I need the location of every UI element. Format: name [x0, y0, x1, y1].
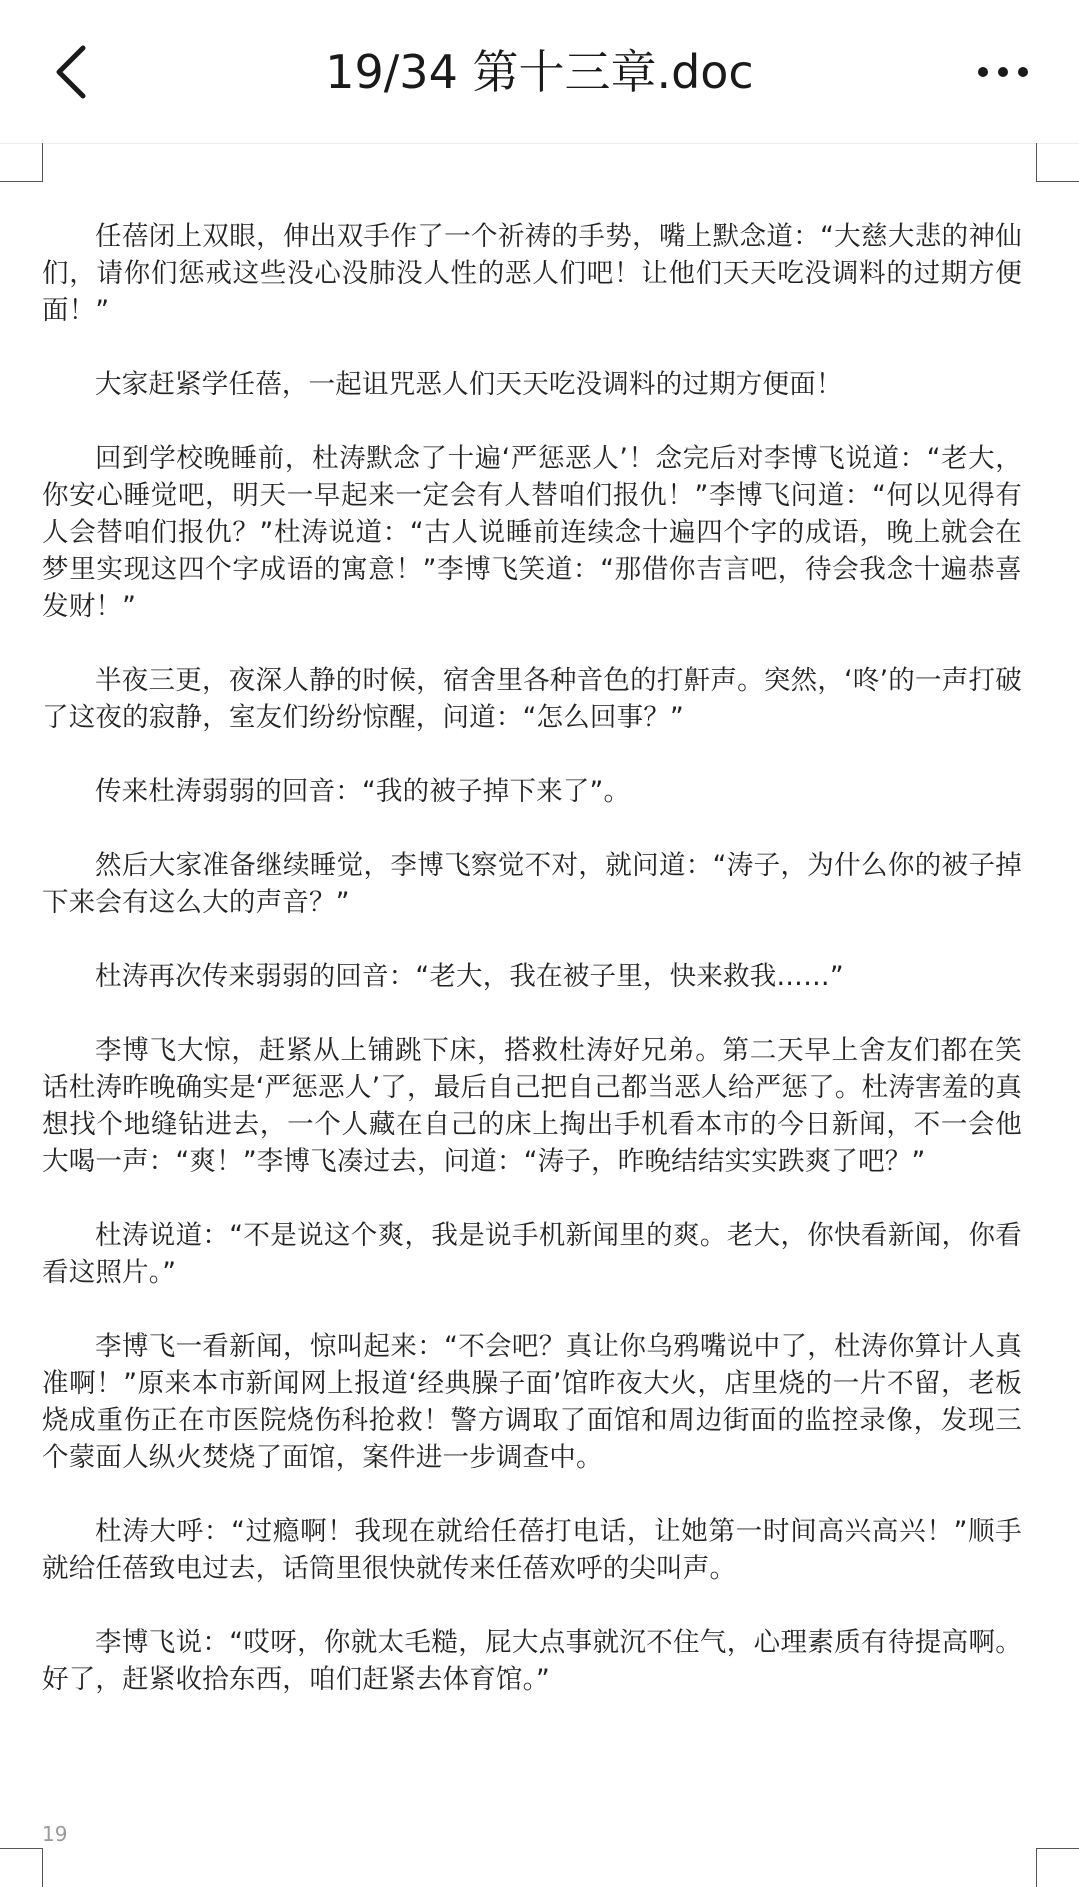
page-corner-mark-bottom-left [0, 1848, 43, 1887]
paragraph: 杜涛再次传来弱弱的回音：“老大，我在被子里，快来救我……” [95, 961, 844, 992]
page-corner-mark-bottom-right [1036, 1848, 1079, 1887]
paragraph: 杜涛说道：“不是说这个爽，我是说手机新闻里的爽。老大，你快看新闻，你看看这照片。” [42, 1220, 1022, 1288]
paragraph: 李博飞说：“哎呀，你就太毛糙，屁大点事就沉不住气，心理素质有待提高啊。好了，赶紧收拾东西，咱们赶紧去体育馆。” [42, 1627, 1022, 1695]
document-title: 19/34 第十三章.doc [325, 45, 754, 99]
more-horizontal-icon-dot [998, 67, 1008, 77]
chevron-left-icon [53, 44, 87, 100]
paragraph: 李博飞大惊，赶紧从上铺跳下床，搭救杜涛好兄弟。第二天早上舍友们都在笑话杜涛昨晚确实是‘严惩恶人’了，最后自己把自己都当恶人给严惩了。杜涛害羞的真想找个地缝钻进去，一个人藏在自己的床上掏出手机看本市的今日新闻，不一会他大喝一声：“爽！”李博飞凑过去，问道：“涛子，昨晚结结实实跌爽了吧？” [42, 1035, 1022, 1177]
document-body [42, 218, 1022, 1735]
paragraph: 传来杜涛弱弱的回音：“我的被子掉下来了”。 [95, 776, 631, 807]
more-options-button[interactable] [963, 40, 1043, 104]
paragraph: 任蓓闭上双眼，伸出双手作了一个祈祷的手势，嘴上默念道：“大慈大悲的神仙们，请你们惩戒这些没心没肺没人性的恶人们吧！让他们天天吃没调料的过期方便面！” [42, 221, 1022, 326]
back-button[interactable] [40, 40, 100, 104]
top-bar [0, 0, 1079, 144]
page-corner-mark-top-right [1036, 143, 1079, 182]
paragraph: 李博飞一看新闻，惊叫起来：“不会吧？真让你乌鸦嘴说中了，杜涛你算计人真准啊！”原来本市新闻网上报道‘经典臊子面’馆昨夜大火，店里烧的一片不留，老板烧成重伤正在市医院烧伤科抢救！警方调取了面馆和周边街面的监控录像，发现三个蒙面人纵火焚烧了面馆，案件进一步调查中。 [42, 1331, 1022, 1473]
paragraph: 然后大家准备继续睡觉，李博飞察觉不对，就问道：“涛子，为什么你的被子掉下来会有这么大的声音？” [42, 850, 1022, 918]
paragraph: 杜涛大呼：“过瘾啊！我现在就给任蓓打电话，让她第一时间高兴高兴！”顺手就给任蓓致电过去，话筒里很快就传来任蓓欢呼的尖叫声。 [42, 1516, 1022, 1584]
page-number: 19 [42, 1822, 68, 1846]
paragraph: 回到学校晚睡前，杜涛默念了十遍‘严惩恶人’！念完后对李博飞说道：“老大，你安心睡觉吧，明天一早起来一定会有人替咱们报仇！”李博飞问道：“何以见得有人会替咱们报仇？”杜涛说道：“古人说睡前连续念十遍四个字的成语，晚上就会在梦里实现这四个字成语的寓意！”李博飞笑道：“那借你吉言吧，待会我念十遍恭喜发财！” [42, 443, 1022, 622]
more-horizontal-icon [978, 67, 988, 77]
more-horizontal-icon-dot [1018, 67, 1028, 77]
paragraph: 半夜三更，夜深人静的时候，宿舍里各种音色的打鼾声。突然，‘咚’的一声打破了这夜的寂静，室友们纷纷惊醒，问道：“怎么回事？” [42, 665, 1022, 733]
page-corner-mark-top-left [0, 143, 43, 182]
paragraph: 大家赶紧学任蓓，一起诅咒恶人们天天吃没调料的过期方便面！ [95, 369, 843, 400]
